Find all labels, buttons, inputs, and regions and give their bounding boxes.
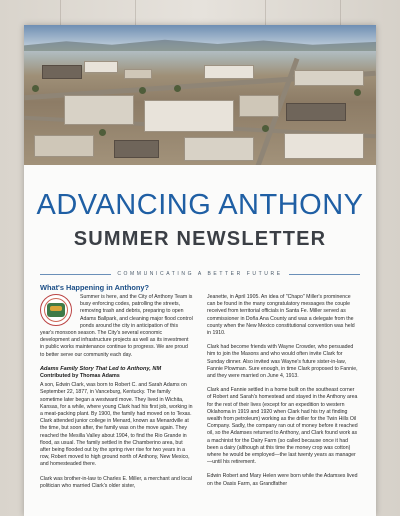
two-column-text (40, 294, 360, 497)
building (294, 70, 364, 86)
building (144, 100, 234, 132)
building (184, 137, 254, 161)
building (84, 61, 118, 73)
building (64, 95, 134, 125)
article-paragraph: Clark was brother-in-law to Charles E. Miller, a merchant and local politician who married Clark's older sister, (40, 475, 192, 489)
building (239, 95, 279, 117)
article-paragraph: Jeanette, in April 1905. An idea of "Chapo" Miller's prominence can be found in the many congratulatory messages the couple received from territorial officials in Santa Fe. Miller served as commissioner in Doña Ana County and was a delegate from the county when the New Mexico constitutional convention was held in 1910. (207, 294, 355, 337)
tagline: COMMUNICATING A BETTER FUTURE (117, 271, 283, 277)
right-column (207, 294, 360, 497)
city-seal-logo (40, 294, 76, 327)
tree (174, 85, 181, 92)
building (124, 69, 152, 79)
article-paragraph: Clark and Fannie settled in a home built on the southeast corner of Robert and Sarah's homestead and stayed in the Anthony area for the rest of their lives (except for an expedition to western Oklahoma in 1919 and 1920 when Clark had his try at finding wealth from petroleum) working as the driller for the Twin Hills Oil Company. Sadly, the company ran out of money before it reached oil, so the Adamses returned to Anthony, and Clark found work as a machinist for the Dairy Farm (so called because once it had been a dairy (although at this time the money crop was cotton) where he would be employed—the last twenty years as manager—until his retirement. (207, 387, 358, 466)
section-heading: What's Happening in Anthony? (40, 283, 150, 292)
aerial-town-photo (24, 25, 376, 165)
building (114, 140, 159, 158)
divider-line (40, 274, 111, 275)
tagline-divider (24, 271, 376, 277)
sky (24, 25, 376, 45)
tree (99, 129, 106, 136)
article-byline: Contributed by Thomas Adams (40, 373, 120, 380)
tree (139, 87, 146, 94)
newsletter-title: ADVANCING ANTHONY (36, 189, 364, 221)
article-paragraph: Edwin Robert and Mary Helen were born while the Adamses lived on the Oasis Farm, as Grandfather (207, 473, 358, 487)
left-column (40, 294, 193, 497)
newsletter-page (24, 25, 376, 516)
newsletter-subtitle: SUMMER NEWSLETTER (73, 228, 327, 250)
article-content (24, 283, 376, 497)
building (42, 65, 82, 79)
building (34, 135, 94, 157)
article-paragraph: Clark had become friends with Wayne Crowder, who persuaded him to join the Masons and who would often invite Clark for Sunday dinner. Also invited was Wayne's future sister-in-law, Fannie Plowman. Sure enough, in time Clark proposed to Fannie, and they were married on June 4, 1913. (207, 344, 358, 380)
seal-emblem (47, 303, 65, 317)
tree (32, 85, 39, 92)
seal-icon (40, 294, 72, 326)
building (284, 133, 364, 159)
building (204, 65, 254, 79)
tree (354, 89, 361, 96)
building (286, 103, 346, 121)
tree (262, 125, 269, 132)
divider-line (289, 274, 360, 275)
article-paragraph: A son, Edwin Clark, was born to Robert C. and Sarah Adams on September 22, 1877, in Vanceburg, Kentucky. The family sometime later began a westward move. They lived in Wichita, Kansas, for a while, where young Clark had his first job, working in a meat-packing plant. By 1900, the family had moved on to Texas. Clark attended junior college in Menard, known as Menardville at the time, but soon after, the family was on the move again. They reached the Mesilla Valley about 1904, to find the Rio Grande in flood, as usual. The family settled in the Chamberino area, but after being flooded out by the spring river rise for two years in a row, Robert moved to high ground north of Anthony, New Mexico, and homesteaded there. (40, 382, 193, 468)
article-title: Adams Family Story That Led to Anthony, NM (40, 365, 162, 372)
intro-paragraph: Summer is here, and the City of Anthony Team is busy enforcing codes, patrolling the streets, removing trash and debris, preparing to open Adams Ballpark, and cleaning major flood control ponds around the city in anticipation of this year's monsoon season. The City's several economic development and infrastructure projects as well as its investment in public works maintenance continue to progress. We are proud to better serve our community each day. (40, 294, 193, 358)
